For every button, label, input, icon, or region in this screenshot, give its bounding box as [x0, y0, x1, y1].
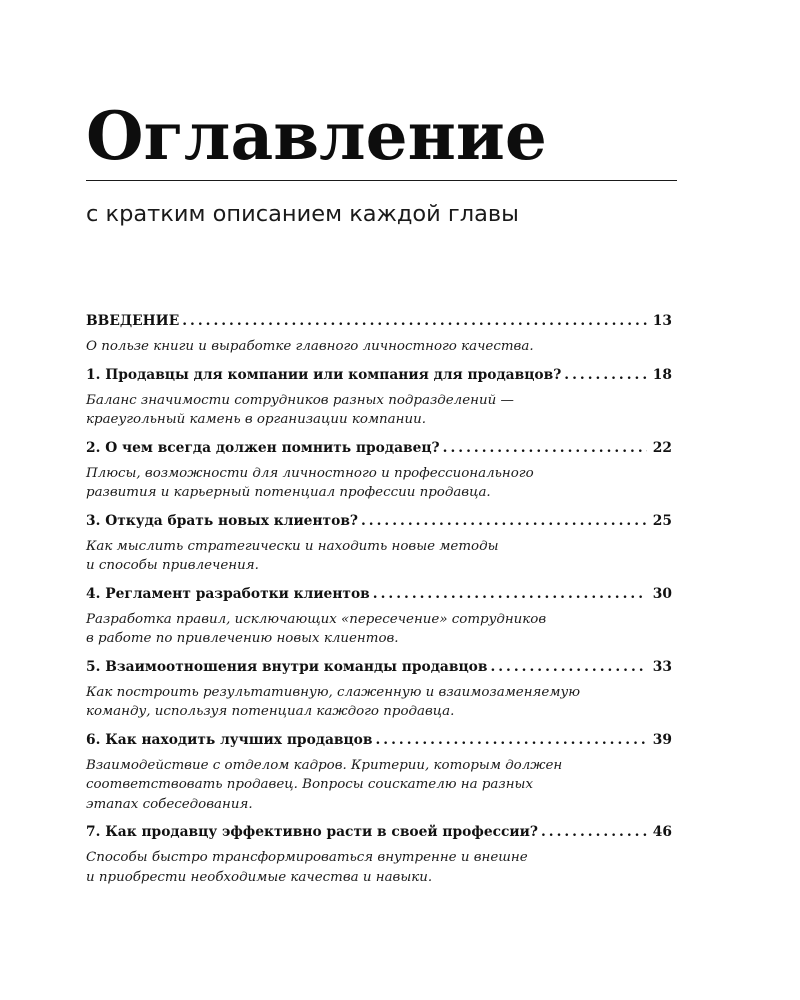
toc-entry-chapter-4[interactable]	[86, 583, 672, 649]
toc-spacer	[86, 503, 672, 510]
toc-entry-title[interactable]: 5. Взаимоотношения внутри команды продавцов	[86, 658, 488, 675]
toc-entry-heading[interactable]	[86, 510, 672, 532]
toc-entry-description: Взаимодействие с отделом кадров. Критерии, которым должен соответствовать продавец. Вопросы соискателю на разных этапах собеседования.	[86, 757, 563, 812]
toc-entry-description: О пользе книги и выработке главного личностного качества.	[86, 339, 534, 354]
toc-entry-title[interactable]: ВВЕДЕНИЕ	[86, 313, 180, 329]
toc-entry-description: Как построить результативную, слаженную и взаимозаменяемую команду, используя потенциал каждого продавца.	[86, 684, 580, 719]
toc-entry-description: Плюсы, возможности для личностного и профессионального развития и карьерный потенциал профессии продавца.	[86, 465, 534, 500]
toc-spacer	[86, 722, 672, 729]
toc-entry-page-number: 46	[652, 824, 672, 840]
toc-entry-title[interactable]: 3. Откуда брать новых клиентов?	[86, 512, 358, 529]
toc-entry-page-number: 13	[652, 313, 672, 329]
toc-leader-dots	[361, 510, 647, 532]
toc-leader-dots	[490, 656, 646, 678]
toc-entry-title[interactable]: 4. Регламент разработки клиентов	[86, 585, 370, 602]
toc-entry-page-number: 22	[652, 439, 672, 456]
toc-entry-chapter-1[interactable]	[86, 364, 672, 430]
toc-entry-description: Разработка правил, исключающих «пересечение» сотрудников в работе по привлечению новых клиентов.	[86, 611, 547, 646]
toc-entry-heading[interactable]	[86, 437, 672, 459]
toc-entry-page-number: 30	[652, 585, 672, 602]
toc-entry-page-number: 33	[652, 658, 672, 675]
toc-entry-heading[interactable]	[86, 656, 672, 678]
toc-leader-dots	[564, 364, 647, 386]
page-title: Оглавление	[86, 97, 547, 175]
toc-leader-dots	[373, 583, 647, 605]
toc-leader-dots	[182, 310, 647, 332]
toc-entry-heading[interactable]	[86, 729, 672, 751]
toc-entry-page-number: 39	[652, 731, 672, 748]
toc-entry-chapter-3[interactable]	[86, 510, 672, 576]
toc-entry-heading[interactable]	[86, 583, 672, 605]
toc-entry-description: Как мыслить стратегически и находить новые методы и способы привлечения.	[86, 538, 499, 573]
toc-spacer	[86, 430, 672, 437]
toc-entry-heading[interactable]	[86, 364, 672, 386]
toc-entry-chapter-7[interactable]	[86, 821, 672, 887]
toc-entry-heading[interactable]	[86, 821, 672, 843]
toc-spacer	[86, 649, 672, 656]
toc-entry-heading[interactable]	[86, 310, 672, 332]
page-subtitle: с кратким описанием каждой главы	[86, 201, 519, 227]
toc-spacer	[86, 814, 672, 821]
toc-spacer	[86, 576, 672, 583]
title-divider	[86, 180, 677, 181]
toc-leader-dots	[541, 821, 647, 843]
toc-entry-introduction[interactable]	[86, 310, 672, 357]
toc-entry-title[interactable]: 1. Продавцы для компании или компания для продавцов?	[86, 366, 562, 383]
table-of-contents	[86, 310, 672, 887]
toc-entry-page-number: 25	[652, 512, 672, 529]
toc-entry-title[interactable]: 7. Как продавцу эффективно расти в своей профессии?	[86, 824, 538, 840]
toc-entry-title[interactable]: 2. О чем всегда должен помнить продавец?	[86, 439, 440, 456]
toc-leader-dots	[375, 729, 646, 751]
toc-entry-chapter-5[interactable]	[86, 656, 672, 722]
toc-entry-title[interactable]: 6. Как находить лучших продавцов	[86, 731, 373, 748]
toc-entry-description: Баланс значимости сотрудников разных подразделений — краеугольный камень в организации компании.	[86, 392, 514, 427]
toc-entry-chapter-6[interactable]	[86, 729, 672, 815]
toc-entry-page-number: 18	[652, 366, 672, 383]
toc-entry-chapter-2[interactable]	[86, 437, 672, 503]
toc-leader-dots	[443, 437, 647, 459]
toc-spacer	[86, 357, 672, 364]
toc-entry-description: Способы быстро трансформироваться внутренне и внешне и приобрести необходимые качества и навыки.	[86, 850, 528, 885]
